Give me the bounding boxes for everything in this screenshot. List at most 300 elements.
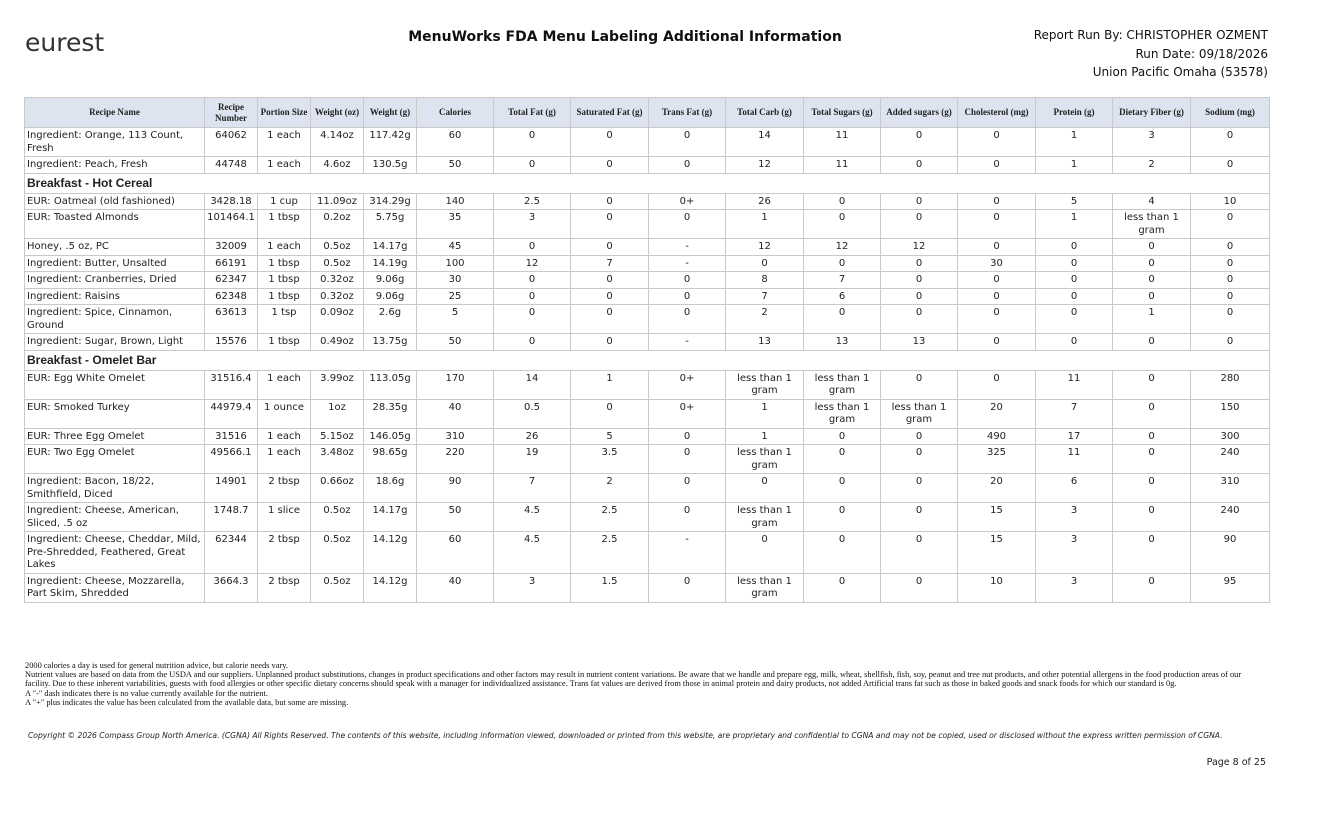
table-cell: 11.09oz: [311, 193, 364, 210]
table-cell: 0.5oz: [311, 239, 364, 256]
table-cell: 1 tbsp: [258, 210, 311, 239]
table-cell: 50: [417, 334, 494, 351]
table-cell: 0: [726, 255, 804, 272]
table-cell: 26: [726, 193, 804, 210]
table-cell: -: [649, 255, 726, 272]
table-cell: 0: [881, 255, 958, 272]
table-cell: 7: [804, 272, 881, 289]
column-header: Sodium (mg): [1191, 98, 1270, 128]
table-cell: -: [649, 532, 726, 574]
recipe-name-cell: Ingredient: Peach, Fresh: [25, 157, 205, 174]
report-meta: [1034, 26, 1268, 82]
table-cell: 0: [1036, 334, 1113, 351]
table-cell: 0: [1191, 128, 1270, 157]
table-cell: 0: [881, 210, 958, 239]
table-cell: 310: [1191, 474, 1270, 503]
table-cell: 314.29g: [364, 193, 417, 210]
table-row: [25, 503, 1270, 532]
table-cell: 30: [417, 272, 494, 289]
table-cell: 240: [1191, 503, 1270, 532]
table-cell: 0: [1036, 239, 1113, 256]
table-cell: 1: [726, 399, 804, 428]
table-cell: 14: [726, 128, 804, 157]
table-cell: 0: [804, 474, 881, 503]
table-cell: less than 1 gram: [726, 445, 804, 474]
table-cell: 7: [571, 255, 649, 272]
table-cell: 44748: [205, 157, 258, 174]
table-cell: 1748.7: [205, 503, 258, 532]
table-cell: 31516.4: [205, 370, 258, 399]
column-header: Total Sugars (g): [804, 98, 881, 128]
table-cell: 0: [804, 532, 881, 574]
table-cell: 98.65g: [364, 445, 417, 474]
table-cell: 0: [649, 288, 726, 305]
table-cell: 3.99oz: [311, 370, 364, 399]
recipe-name-cell: EUR: Smoked Turkey: [25, 399, 205, 428]
column-header: Total Fat (g): [494, 98, 571, 128]
table-cell: 1: [1036, 210, 1113, 239]
table-cell: 10: [1191, 193, 1270, 210]
table-cell: 1 each: [258, 239, 311, 256]
table-cell: 0: [494, 288, 571, 305]
recipe-name-cell: Ingredient: Spice, Cinnamon, Ground: [25, 305, 205, 334]
table-cell: 0: [1036, 305, 1113, 334]
table-cell: 90: [417, 474, 494, 503]
table-cell: 0: [881, 428, 958, 445]
table-cell: 3664.3: [205, 573, 258, 602]
table-cell: 2.6g: [364, 305, 417, 334]
table-cell: 2 tbsp: [258, 474, 311, 503]
table-cell: 0: [804, 193, 881, 210]
column-header: Dietary Fiber (g): [1113, 98, 1191, 128]
column-header: Saturated Fat (g): [571, 98, 649, 128]
table-cell: 7: [494, 474, 571, 503]
table-cell: 220: [417, 445, 494, 474]
nutrition-table: [24, 97, 1270, 603]
table-cell: 0.5: [494, 399, 571, 428]
recipe-name-cell: Ingredient: Cranberries, Dried: [25, 272, 205, 289]
table-cell: 0: [1113, 532, 1191, 574]
column-header: Weight (oz): [311, 98, 364, 128]
table-cell: 0: [649, 428, 726, 445]
table-cell: 40: [417, 399, 494, 428]
table-cell: 90: [1191, 532, 1270, 574]
table-cell: 0: [649, 573, 726, 602]
table-cell: 49566.1: [205, 445, 258, 474]
table-cell: 150: [1191, 399, 1270, 428]
table-cell: 0: [649, 305, 726, 334]
table-cell: 9.06g: [364, 272, 417, 289]
table-cell: 0: [804, 305, 881, 334]
table-cell: 12: [881, 239, 958, 256]
recipe-name-cell: EUR: Two Egg Omelet: [25, 445, 205, 474]
table-cell: 1 tsp: [258, 305, 311, 334]
table-cell: 4.14oz: [311, 128, 364, 157]
table-cell: 1oz: [311, 399, 364, 428]
table-cell: 13: [726, 334, 804, 351]
table-cell: 1: [726, 210, 804, 239]
table-cell: 240: [1191, 445, 1270, 474]
table-cell: 12: [494, 255, 571, 272]
table-cell: 20: [958, 399, 1036, 428]
table-row: [25, 399, 1270, 428]
table-row: [25, 445, 1270, 474]
table-cell: 6: [1036, 474, 1113, 503]
table-cell: 12: [726, 239, 804, 256]
table-cell: 3: [1036, 573, 1113, 602]
table-cell: 44979.4: [205, 399, 258, 428]
table-cell: 15: [958, 503, 1036, 532]
table-cell: 170: [417, 370, 494, 399]
table-cell: 12: [804, 239, 881, 256]
table-cell: 1 slice: [258, 503, 311, 532]
table-cell: 0: [1191, 288, 1270, 305]
table-cell: 490: [958, 428, 1036, 445]
table-cell: 0: [726, 474, 804, 503]
table-cell: 17: [1036, 428, 1113, 445]
table-cell: 0: [1191, 305, 1270, 334]
report-title: MenuWorks FDA Menu Labeling Additional Information: [408, 29, 842, 45]
section-label: Breakfast - Hot Cereal: [25, 173, 1270, 193]
table-cell: 0.2oz: [311, 210, 364, 239]
recipe-name-cell: EUR: Oatmeal (old fashioned): [25, 193, 205, 210]
table-cell: 0: [804, 503, 881, 532]
table-cell: 0: [958, 210, 1036, 239]
table-cell: 0: [1191, 272, 1270, 289]
table-cell: 0: [881, 573, 958, 602]
footnote-calories: 2000 calories a day is used for general nutrition advice, but calorie needs vary.: [25, 661, 288, 670]
table-cell: 113.05g: [364, 370, 417, 399]
table-cell: 0: [1191, 334, 1270, 351]
table-cell: 0: [571, 239, 649, 256]
table-cell: 2.5: [571, 532, 649, 574]
table-cell: 19: [494, 445, 571, 474]
table-cell: 95: [1191, 573, 1270, 602]
table-cell: 1 each: [258, 157, 311, 174]
table-cell: 100: [417, 255, 494, 272]
table-row: [25, 288, 1270, 305]
table-cell: 0: [1113, 239, 1191, 256]
table-cell: 5: [1036, 193, 1113, 210]
table-cell: 11: [804, 157, 881, 174]
table-cell: 0: [1113, 445, 1191, 474]
table-cell: 0: [494, 239, 571, 256]
table-cell: 4.5: [494, 503, 571, 532]
table-cell: 280: [1191, 370, 1270, 399]
table-cell: 18.6g: [364, 474, 417, 503]
table-row: [25, 305, 1270, 334]
table-cell: 1 each: [258, 128, 311, 157]
table-cell: 0.32oz: [311, 288, 364, 305]
recipe-name-cell: Ingredient: Orange, 113 Count, Fresh: [25, 128, 205, 157]
table-cell: 11: [1036, 370, 1113, 399]
table-cell: 0: [958, 128, 1036, 157]
table-cell: 14.12g: [364, 532, 417, 574]
table-cell: 11: [804, 128, 881, 157]
table-cell: 15: [958, 532, 1036, 574]
recipe-name-cell: EUR: Egg White Omelet: [25, 370, 205, 399]
table-cell: 0: [1113, 272, 1191, 289]
table-cell: 64062: [205, 128, 258, 157]
table-row: [25, 193, 1270, 210]
table-cell: 7: [1036, 399, 1113, 428]
table-cell: 9.06g: [364, 288, 417, 305]
table-cell: 62347: [205, 272, 258, 289]
table-cell: less than 1 gram: [726, 503, 804, 532]
table-row: [25, 128, 1270, 157]
table-cell: 0: [571, 272, 649, 289]
table-cell: less than 1 gram: [804, 370, 881, 399]
table-cell: 1 tbsp: [258, 272, 311, 289]
table-cell: 31516: [205, 428, 258, 445]
table-row: [25, 428, 1270, 445]
table-cell: 0: [1113, 573, 1191, 602]
table-cell: 0: [804, 445, 881, 474]
table-cell: 300: [1191, 428, 1270, 445]
table-cell: 0.32oz: [311, 272, 364, 289]
table-cell: 5: [417, 305, 494, 334]
table-cell: 14: [494, 370, 571, 399]
table-cell: 0: [958, 193, 1036, 210]
table-cell: 1.5: [571, 573, 649, 602]
table-cell: 1 each: [258, 445, 311, 474]
table-cell: 3: [494, 573, 571, 602]
table-cell: 4: [1113, 193, 1191, 210]
table-cell: 310: [417, 428, 494, 445]
table-cell: 1 tbsp: [258, 288, 311, 305]
table-cell: 0: [958, 157, 1036, 174]
table-cell: 0: [958, 239, 1036, 256]
table-cell: 28.35g: [364, 399, 417, 428]
table-cell: 3: [1036, 532, 1113, 574]
table-cell: 2 tbsp: [258, 532, 311, 574]
table-header-row: [25, 98, 1270, 128]
table-cell: 0: [1113, 370, 1191, 399]
table-cell: 1 cup: [258, 193, 311, 210]
table-cell: 1: [1113, 305, 1191, 334]
table-cell: 1 each: [258, 428, 311, 445]
table-cell: 0: [1036, 288, 1113, 305]
table-cell: 0: [958, 370, 1036, 399]
table-cell: 1: [571, 370, 649, 399]
column-header: Total Carb (g): [726, 98, 804, 128]
table-cell: 1 tbsp: [258, 334, 311, 351]
recipe-name-cell: Ingredient: Cheese, American, Sliced, .5 oz: [25, 503, 205, 532]
table-cell: 0: [1113, 399, 1191, 428]
table-cell: 0: [1191, 210, 1270, 239]
table-cell: less than 1 gram: [1113, 210, 1191, 239]
table-cell: 130.5g: [364, 157, 417, 174]
table-cell: 60: [417, 128, 494, 157]
recipe-name-cell: Honey, .5 oz, PC: [25, 239, 205, 256]
table-row: [25, 239, 1270, 256]
table-cell: 14.17g: [364, 239, 417, 256]
table-cell: 2: [1113, 157, 1191, 174]
table-cell: 63613: [205, 305, 258, 334]
table-cell: 146.05g: [364, 428, 417, 445]
section-header-row: [25, 350, 1270, 370]
table-cell: 4.5: [494, 532, 571, 574]
table-cell: 101464.1: [205, 210, 258, 239]
table-cell: 0: [649, 445, 726, 474]
table-cell: 11: [1036, 445, 1113, 474]
table-cell: 20: [958, 474, 1036, 503]
recipe-name-cell: Ingredient: Bacon, 18/22, Smithfield, Diced: [25, 474, 205, 503]
table-cell: 0: [1113, 474, 1191, 503]
table-cell: 62348: [205, 288, 258, 305]
table-cell: 0: [494, 157, 571, 174]
table-cell: 2.5: [494, 193, 571, 210]
table-cell: 0: [494, 272, 571, 289]
table-cell: 0: [881, 474, 958, 503]
table-cell: 13.75g: [364, 334, 417, 351]
table-cell: 0: [649, 272, 726, 289]
table-cell: 0: [881, 288, 958, 305]
table-cell: 0: [881, 272, 958, 289]
copyright: Copyright © 2026 Compass Group North America. (CGNA) All Rights Reserved. The contents of this website, including information viewed, downloaded or printed from this website, are proprietary and confidential to CGNA and may not be copied, used or disclosed without the express written permission of CGNA.: [28, 731, 1223, 740]
table-cell: 140: [417, 193, 494, 210]
table-cell: 0: [1036, 272, 1113, 289]
recipe-name-cell: EUR: Three Egg Omelet: [25, 428, 205, 445]
column-header: Portion Size: [258, 98, 311, 128]
table-cell: 0: [649, 210, 726, 239]
table-cell: 32009: [205, 239, 258, 256]
table-cell: 7: [726, 288, 804, 305]
table-cell: 0: [1113, 503, 1191, 532]
table-cell: 40: [417, 573, 494, 602]
table-cell: 0: [881, 305, 958, 334]
table-cell: 0: [571, 288, 649, 305]
table-cell: 50: [417, 503, 494, 532]
table-cell: less than 1 gram: [726, 370, 804, 399]
table-row: [25, 157, 1270, 174]
footnotes: [25, 661, 1255, 707]
table-cell: 0: [571, 305, 649, 334]
table-cell: 0: [571, 157, 649, 174]
table-cell: 0.5oz: [311, 503, 364, 532]
column-header: Trans Fat (g): [649, 98, 726, 128]
table-row: [25, 255, 1270, 272]
footnote-dash: A "-" dash indicates there is no value currently available for the nutrient.: [25, 688, 268, 698]
table-cell: 5.75g: [364, 210, 417, 239]
table-cell: 13: [804, 334, 881, 351]
table-cell: 325: [958, 445, 1036, 474]
location: Union Pacific Omaha (53578): [1092, 65, 1268, 79]
table-cell: 0: [571, 334, 649, 351]
table-cell: 1: [726, 428, 804, 445]
table-cell: 1 each: [258, 370, 311, 399]
table-row: [25, 474, 1270, 503]
table-cell: 0+: [649, 370, 726, 399]
recipe-name-cell: EUR: Toasted Almonds: [25, 210, 205, 239]
column-header: Calories: [417, 98, 494, 128]
table-cell: 0: [804, 573, 881, 602]
table-cell: 0: [1191, 239, 1270, 256]
table-cell: less than 1 gram: [804, 399, 881, 428]
recipe-name-cell: Ingredient: Butter, Unsalted: [25, 255, 205, 272]
table-cell: 0: [571, 128, 649, 157]
footnote-plus: A "+" plus indicates the value has been calculated from the available data, but some are missing.: [25, 697, 349, 707]
column-header: Recipe Number: [205, 98, 258, 128]
table-cell: 25: [417, 288, 494, 305]
table-cell: 15576: [205, 334, 258, 351]
table-cell: less than 1 gram: [881, 399, 958, 428]
recipe-name-cell: Ingredient: Cheese, Cheddar, Mild, Pre-Shredded, Feathered, Great Lakes: [25, 532, 205, 574]
table-cell: less than 1 gram: [726, 573, 804, 602]
table-cell: 0: [494, 305, 571, 334]
table-cell: 13: [881, 334, 958, 351]
table-row: [25, 573, 1270, 602]
table-cell: 0: [649, 157, 726, 174]
table-cell: 5.15oz: [311, 428, 364, 445]
table-cell: 1 ounce: [258, 399, 311, 428]
footnote-allergens: Nutrient values are based on data from the USDA and our suppliers. Unplanned product substitutions, changes in product specifications and other factors may result in nutrient content variations. Be aware that we handle and prepare egg, milk, wheat, shellfish, fish, soy, peanut and tree nut products, and other potential allergens in the food production areas of our facility. Due to these inherent variabilities, guests with food allergies or other specific dietary concerns should speak with a manager for individualized assistance. Trans fat values are derived from those in animal protein and dairy products, not added Artificial trans fat such as those in baked goods and snack foods for which our standard is 0g.: [25, 670, 1242, 689]
table-cell: 0: [1113, 428, 1191, 445]
report-run-by: Report Run By: CHRISTOPHER OZMENT: [1033, 28, 1268, 42]
table-row: [25, 272, 1270, 289]
table-cell: 0: [958, 334, 1036, 351]
table-cell: 60: [417, 532, 494, 574]
table-cell: 3.48oz: [311, 445, 364, 474]
table-cell: 0+: [649, 399, 726, 428]
table-cell: -: [649, 334, 726, 351]
table-cell: 0: [1191, 157, 1270, 174]
table-cell: 4.6oz: [311, 157, 364, 174]
table-cell: 0.5oz: [311, 573, 364, 602]
table-cell: 3428.18: [205, 193, 258, 210]
recipe-name-cell: Ingredient: Cheese, Mozzarella, Part Skim, Shredded: [25, 573, 205, 602]
table-cell: 3.5: [571, 445, 649, 474]
section-header-row: [25, 173, 1270, 193]
table-cell: 1: [1036, 128, 1113, 157]
table-cell: 2.5: [571, 503, 649, 532]
table-row: [25, 370, 1270, 399]
table-cell: 0: [649, 503, 726, 532]
table-cell: 14.12g: [364, 573, 417, 602]
table-cell: 0: [958, 305, 1036, 334]
table-cell: 5: [571, 428, 649, 445]
table-cell: 0: [881, 193, 958, 210]
table-cell: 0: [494, 128, 571, 157]
table-cell: 0.5oz: [311, 255, 364, 272]
table-cell: 3: [1036, 503, 1113, 532]
table-cell: 0: [804, 210, 881, 239]
table-cell: 3: [1113, 128, 1191, 157]
logo-text: eurest: [25, 28, 105, 57]
table-cell: 0: [881, 157, 958, 174]
table-cell: 1 tbsp: [258, 255, 311, 272]
table-cell: 0.66oz: [311, 474, 364, 503]
table-cell: 0: [804, 428, 881, 445]
table-cell: 0: [726, 532, 804, 574]
table-cell: 6: [804, 288, 881, 305]
page-number: Page 8 of 25: [1206, 757, 1266, 768]
table-cell: 2: [571, 474, 649, 503]
recipe-name-cell: Ingredient: Sugar, Brown, Light: [25, 334, 205, 351]
table-cell: 0: [958, 272, 1036, 289]
table-cell: 0: [881, 128, 958, 157]
table-cell: 0: [881, 532, 958, 574]
table-cell: 0.49oz: [311, 334, 364, 351]
table-cell: 35: [417, 210, 494, 239]
table-cell: 50: [417, 157, 494, 174]
table-cell: 0: [649, 474, 726, 503]
table-body: [25, 128, 1270, 603]
table-cell: 0: [571, 193, 649, 210]
table-cell: 14.17g: [364, 503, 417, 532]
table-cell: 12: [726, 157, 804, 174]
table-cell: 14901: [205, 474, 258, 503]
